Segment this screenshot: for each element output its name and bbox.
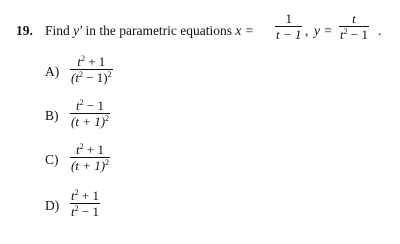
y-lhs: y = <box>314 23 333 38</box>
y-denominator: $t^2 - 1$ <box>340 27 368 42</box>
y-fraction <box>339 12 369 41</box>
separator-comma: , <box>305 23 309 38</box>
option-d-numerator: $t^2 + 1$ <box>71 188 99 203</box>
option-c-denominator: $(t + 1)^2$ <box>71 158 110 173</box>
x-fraction <box>275 12 302 41</box>
option-b-numerator: $t^2 - 1$ <box>76 98 104 113</box>
option-a-fraction <box>70 55 113 84</box>
option-a-numerator: $t^2 + 1$ <box>77 54 106 69</box>
prompt-variable: y′ <box>73 23 83 38</box>
x-numerator: 1 <box>285 11 292 26</box>
period: . <box>378 23 382 38</box>
prompt-mid: in the parametric equations <box>82 23 236 38</box>
option-b-label: B) <box>45 108 59 123</box>
prompt-prefix: Find <box>45 23 74 38</box>
option-c-numerator: $t^2 + 1$ <box>76 142 104 157</box>
option-a-label: A) <box>45 64 60 79</box>
y-numerator: t <box>352 11 356 26</box>
option-d-fraction <box>70 189 100 218</box>
option-a-denominator: $(t^2 - 1)^2$ <box>71 70 112 85</box>
option-c-label: C) <box>45 152 59 167</box>
question-prompt <box>45 23 254 39</box>
option-b-fraction <box>70 99 110 128</box>
option-d-label: D) <box>45 198 60 213</box>
question-number: 19. <box>16 23 33 38</box>
x-lhs: x = <box>235 23 254 38</box>
x-denominator: t − 1 <box>276 27 302 42</box>
option-b-denominator: $(t + 1)^2$ <box>71 114 110 129</box>
option-d-denominator: $t^2 - 1$ <box>71 204 99 219</box>
option-c-fraction <box>70 143 110 172</box>
